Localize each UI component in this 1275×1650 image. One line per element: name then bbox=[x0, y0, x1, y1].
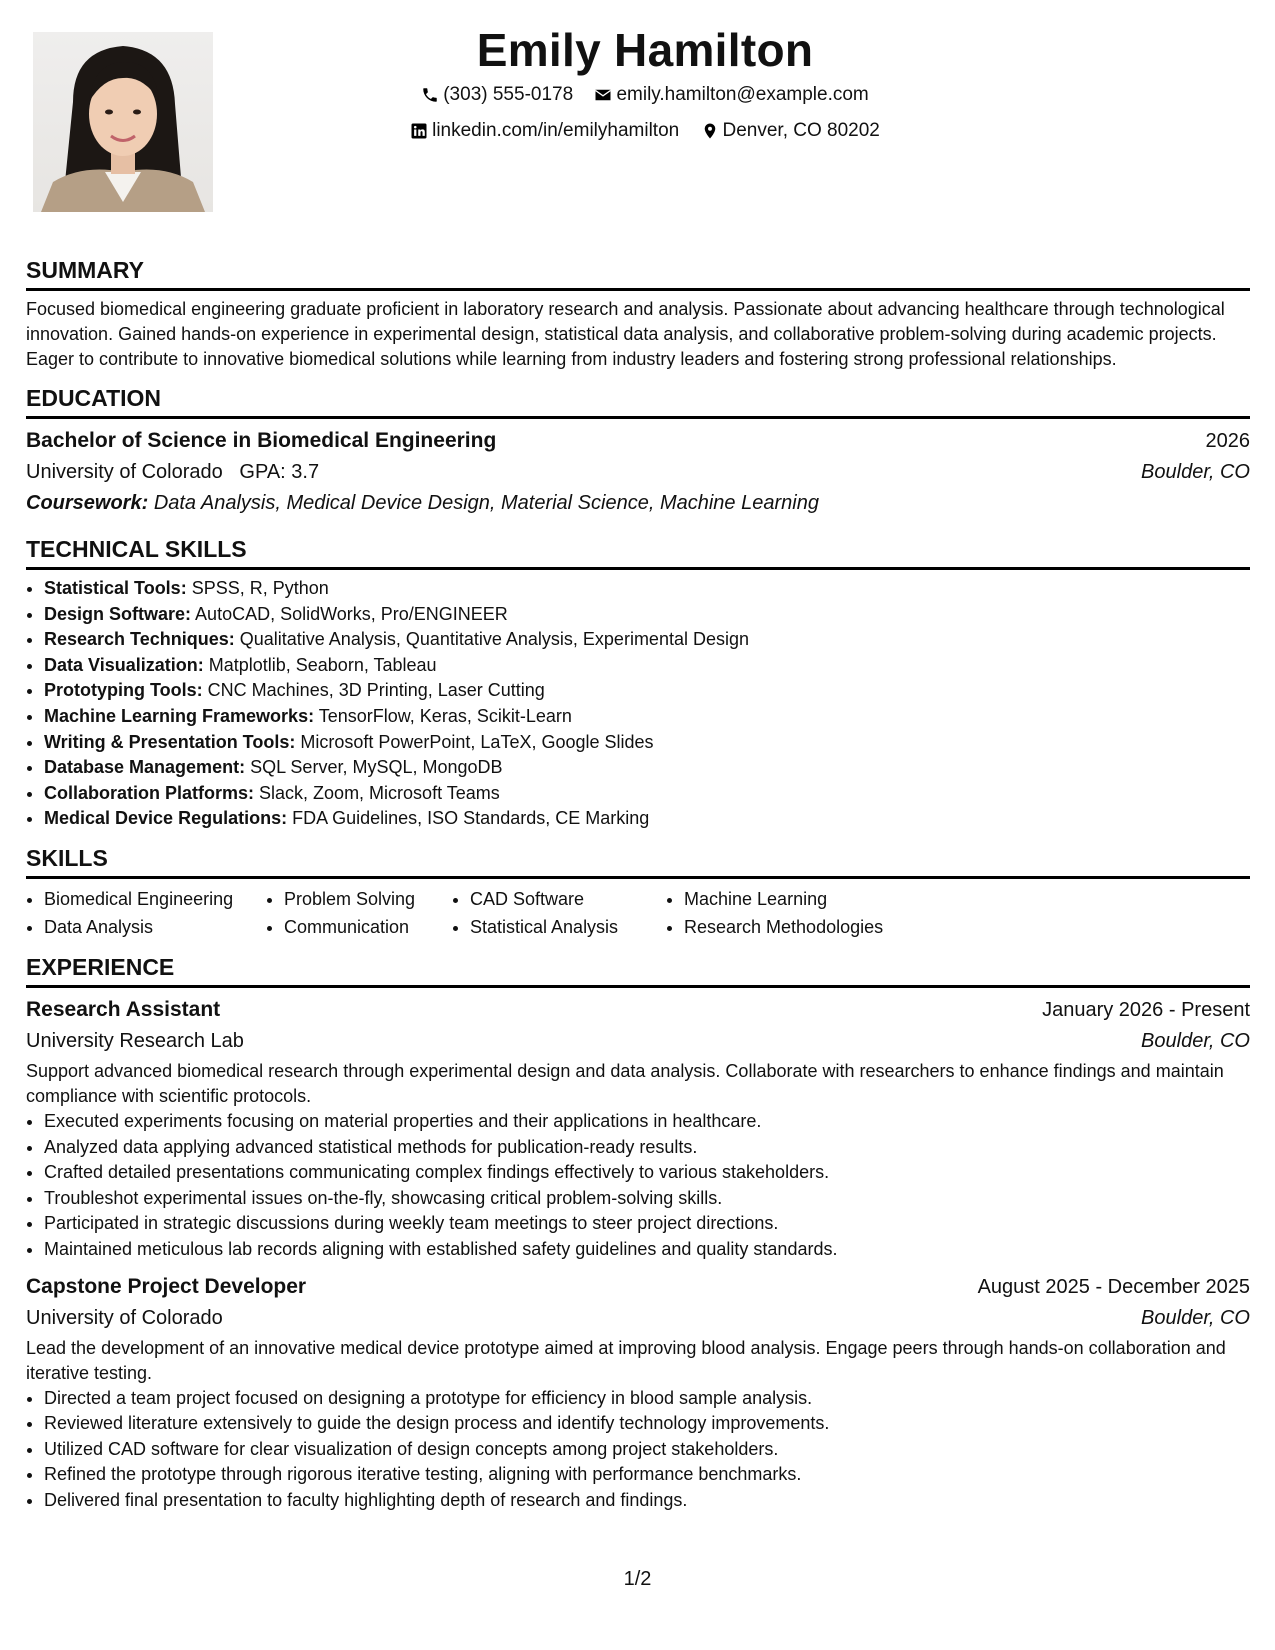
skills-column bbox=[266, 885, 452, 941]
list-item: • Communication bbox=[284, 913, 452, 941]
list-item bbox=[44, 755, 1250, 781]
job-header bbox=[26, 994, 1250, 1026]
coursework-line bbox=[26, 488, 1250, 519]
resume-header bbox=[250, 22, 1040, 150]
summary-text: Focused biomedical engineering graduate proficient in laboratory research and analysis. Passionate about advancing healthcare through technological innovation. Gained hands-on experience in experimental design, statistical data analysis, and collaborative problem-solving during academic projects. Eager to contribute to innovative biomedical solutions while learning from industry leaders and fostering strong professional relationships. bbox=[26, 299, 1225, 369]
list-item: • CAD Software bbox=[470, 885, 666, 913]
list-item: • Crafted detailed presentations communicating complex findings effectively to various stakeholders. bbox=[44, 1160, 1250, 1186]
education-row-2 bbox=[26, 457, 1250, 488]
list-item: • Machine Learning bbox=[684, 885, 924, 913]
phone-icon bbox=[421, 86, 439, 104]
email-contact[interactable] bbox=[594, 80, 868, 110]
summary-heading: SUMMARY bbox=[26, 257, 144, 283]
skill-value: Microsoft PowerPoint, LaTeX, Google Slides bbox=[300, 731, 654, 752]
list-item: • Participated in strategic discussions during weekly team meetings to steer project directions. bbox=[44, 1211, 1250, 1237]
contact-row-1 bbox=[250, 80, 1040, 114]
job-organization: University of Colorado bbox=[26, 1306, 223, 1329]
section-divider bbox=[26, 288, 1250, 291]
location-text: Denver, CO 80202 bbox=[722, 120, 880, 141]
job-dates: August 2025 - December 2025 bbox=[977, 1275, 1250, 1298]
coursework-label: Coursework: bbox=[26, 492, 149, 514]
job-summary: Support advanced biomedical research through experimental design and data analysis. Collaborate with researchers to enhance findings and maintain compliance with scientific protocols. bbox=[26, 1060, 1224, 1106]
list-item bbox=[44, 678, 1250, 704]
technical-skills-heading: TECHNICAL SKILLS bbox=[26, 536, 247, 562]
list-item: • Research Methodologies bbox=[684, 913, 924, 941]
skill-label: Writing & Presentation Tools: bbox=[44, 731, 296, 752]
skill-label: Collaboration Platforms: bbox=[44, 782, 255, 803]
linkedin-icon bbox=[410, 122, 428, 140]
list-item bbox=[44, 730, 1250, 756]
job-title: Capstone Project Developer bbox=[26, 1274, 307, 1298]
list-item: • Executed experiments focusing on material properties and their applications in healthcare. bbox=[44, 1109, 1250, 1135]
skill-value: Qualitative Analysis, Quantitative Analysis, Experimental Design bbox=[239, 629, 749, 650]
school-name: University of Colorado bbox=[26, 461, 223, 483]
education-row-1 bbox=[26, 425, 1250, 457]
section-divider bbox=[26, 567, 1250, 570]
job-entry bbox=[26, 1271, 1250, 1514]
skill-label: Database Management: bbox=[44, 757, 246, 778]
job-header bbox=[26, 1271, 1250, 1303]
skill-value: Slack, Zoom, Microsoft Teams bbox=[259, 782, 500, 803]
list-item: • Data Analysis bbox=[44, 913, 266, 941]
section-divider bbox=[26, 416, 1250, 419]
job-subheader bbox=[26, 1303, 1250, 1334]
job-bullets bbox=[26, 1109, 1250, 1263]
job-organization: University Research Lab bbox=[26, 1029, 244, 1052]
list-item: • Problem Solving bbox=[284, 885, 452, 913]
list-item bbox=[44, 602, 1250, 628]
school-location: Boulder, CO bbox=[1141, 461, 1250, 483]
graduation-year: 2026 bbox=[1205, 430, 1250, 452]
list-item: • Biomedical Engineering bbox=[44, 885, 266, 913]
job-bullets bbox=[26, 1386, 1250, 1514]
skill-label: Prototyping Tools: bbox=[44, 680, 203, 701]
email-text: emily.hamilton@example.com bbox=[616, 84, 869, 105]
job-title: Research Assistant bbox=[26, 997, 221, 1021]
list-item: • Utilized CAD software for clear visualization of design concepts among project stakeholders. bbox=[44, 1437, 1250, 1463]
skill-value: SQL Server, MySQL, MongoDB bbox=[250, 757, 503, 778]
list-item: • Refined the prototype through rigorous iterative testing, aligning with performance benchmarks. bbox=[44, 1462, 1250, 1488]
list-item bbox=[44, 806, 1250, 832]
list-item bbox=[44, 576, 1250, 602]
skills-grid bbox=[26, 885, 1250, 941]
skills-column bbox=[666, 885, 924, 941]
list-item bbox=[44, 781, 1250, 807]
phone-text: (303) 555-0178 bbox=[443, 84, 574, 105]
envelope-icon bbox=[594, 86, 612, 104]
page-number: 1/2 bbox=[623, 1568, 652, 1590]
list-item bbox=[44, 627, 1250, 653]
skill-value: TensorFlow, Keras, Scikit-Learn bbox=[318, 705, 572, 726]
skill-value: CNC Machines, 3D Printing, Laser Cutting bbox=[207, 680, 545, 701]
section-divider bbox=[26, 876, 1250, 879]
skills-column bbox=[452, 885, 666, 941]
linkedin-contact[interactable] bbox=[410, 116, 679, 146]
location-contact bbox=[701, 116, 880, 146]
job-dates: January 2026 - Present bbox=[1042, 998, 1250, 1021]
experience-heading: EXPERIENCE bbox=[26, 953, 175, 980]
section-divider bbox=[26, 985, 1250, 988]
map-pin-icon bbox=[701, 122, 719, 140]
linkedin-text: linkedin.com/in/emilyhamilton bbox=[432, 120, 680, 141]
list-item bbox=[44, 653, 1250, 679]
gpa: GPA: 3.7 bbox=[239, 461, 320, 483]
job-location: Boulder, CO bbox=[1141, 1029, 1250, 1052]
skill-label: Machine Learning Frameworks: bbox=[44, 705, 315, 726]
skill-value: SPSS, R, Python bbox=[191, 578, 329, 598]
profile-photo bbox=[33, 32, 213, 212]
list-item: • Statistical Analysis bbox=[470, 913, 666, 941]
education-heading: EDUCATION bbox=[26, 385, 162, 411]
skills-heading: SKILLS bbox=[26, 844, 108, 871]
technical-skills-list bbox=[26, 576, 1250, 832]
list-item: • Troubleshot experimental issues on-the-fly, showcasing critical problem-solving skills. bbox=[44, 1186, 1250, 1212]
list-item: • Maintained meticulous lab records aligning with established safety guidelines and quality standards. bbox=[44, 1237, 1250, 1263]
contact-row-2 bbox=[250, 116, 1040, 150]
skill-label: Statistical Tools: bbox=[44, 578, 187, 598]
candidate-name: Emily Hamilton bbox=[476, 24, 814, 76]
list-item: • Analyzed data applying advanced statistical methods for publication-ready results. bbox=[44, 1135, 1250, 1161]
job-location: Boulder, CO bbox=[1141, 1306, 1250, 1329]
skill-label: Data Visualization: bbox=[44, 654, 204, 675]
job-summary: Lead the development of an innovative medical device prototype aimed at improving blood analysis. Engage peers through hands-on collaboration and iterative testing. bbox=[26, 1337, 1226, 1383]
skill-label: Design Software: bbox=[44, 603, 192, 624]
skill-value: AutoCAD, SolidWorks, Pro/ENGINEER bbox=[195, 603, 508, 624]
degree-title: Bachelor of Science in Biomedical Engineering bbox=[26, 429, 497, 452]
list-item: • Reviewed literature extensively to guide the design process and identify technology improvements. bbox=[44, 1411, 1250, 1437]
list-item: • Directed a team project focused on designing a prototype for efficiency in blood sample analysis. bbox=[44, 1386, 1250, 1412]
job-subheader bbox=[26, 1026, 1250, 1057]
list-item bbox=[44, 704, 1250, 730]
skill-value: FDA Guidelines, ISO Standards, CE Marking bbox=[292, 808, 650, 829]
school-line bbox=[26, 457, 319, 488]
skill-value: Matplotlib, Seaborn, Tableau bbox=[208, 654, 437, 675]
skill-label: Research Techniques: bbox=[44, 629, 235, 650]
phone-contact bbox=[421, 80, 573, 110]
list-item: • Delivered final presentation to faculty highlighting depth of research and findings. bbox=[44, 1488, 1250, 1514]
resume-body bbox=[26, 244, 1250, 1513]
job-entry bbox=[26, 994, 1250, 1263]
skills-column bbox=[26, 885, 266, 941]
coursework-list: Data Analysis, Medical Device Design, Material Science, Machine Learning bbox=[153, 492, 819, 514]
skill-label: Medical Device Regulations: bbox=[44, 808, 288, 829]
